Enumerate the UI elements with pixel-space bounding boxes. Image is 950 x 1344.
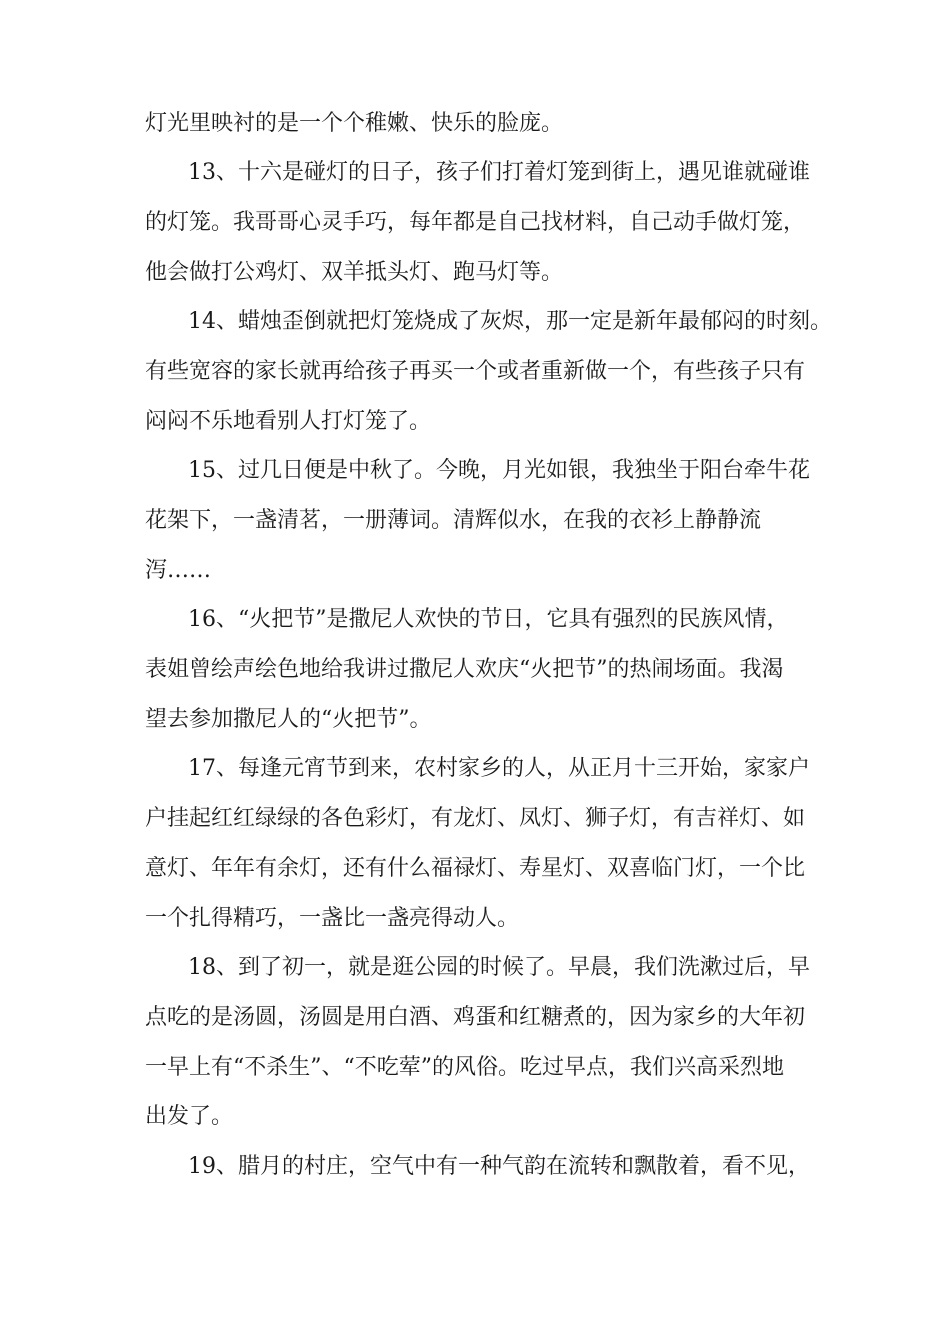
- text-line: 他会做打公鸡灯、双羊抵头灯、跑马灯等。: [145, 260, 564, 285]
- text-line: 一个扎得精巧，一盏比一盏亮得动人。: [145, 906, 520, 931]
- text-line: 意灯、年年有余灯，还有什么福禄灯、寿星灯、双喜临门灯，一个比: [145, 856, 806, 881]
- text-line: 灯光里映衬的是一个个稚嫩、快乐的脸庞。: [145, 111, 564, 136]
- text-line: 19、腊月的村庄，空气中有一种气韵在流转和飘散着，看不见，: [188, 1154, 810, 1179]
- text-line: 的灯笼。我哥哥心灵手巧，每年都是自己找材料，自己动手做灯笼，: [145, 210, 806, 235]
- text-line: 点吃的是汤圆，汤圆是用白酒、鸡蛋和红糖煮的，因为家乡的大年初: [145, 1005, 806, 1030]
- text-line: 17、每逢元宵节到来，农村家乡的人，从正月十三开始，家家户: [188, 756, 810, 781]
- text-line: 一早上有“不杀生”、“不吃荤”的风俗。吃过早点，我们兴高采烈地: [145, 1055, 784, 1080]
- text-line: 泻……: [145, 558, 212, 583]
- text-line: 表姐曾绘声绘色地给我讲过撒尼人欢庆“火把节”的热闹场面。我渴: [145, 657, 784, 682]
- text-line: 闷闷不乐地看别人打灯笼了。: [145, 409, 432, 434]
- text-line: 望去参加撒尼人的“火把节”。: [145, 707, 432, 732]
- text-line: 花架下，一盏清茗，一册薄词。清辉似水，在我的衣衫上静静流: [145, 508, 762, 533]
- text-line: 户挂起红红绿绿的各色彩灯，有龙灯、凤灯、狮子灯，有吉祥灯、如: [145, 806, 806, 831]
- text-line: 18、到了初一，就是逛公园的时候了。早晨，我们洗漱过后，早: [188, 955, 810, 980]
- text-line: 16、“火把节”是撒尼人欢快的节日，它具有强烈的民族风情，: [188, 607, 789, 632]
- text-line: 有些宽容的家长就再给孩子再买一个或者重新做一个，有些孩子只有: [145, 359, 806, 384]
- text-line: 14、蜡烛歪倒就把灯笼烧成了灰烬，那一定是新年最郁闷的时刻。: [188, 309, 832, 334]
- text-line: 15、过几日便是中秋了。今晚，月光如银，我独坐于阳台牵牛花: [188, 458, 810, 483]
- text-line: 出发了。: [145, 1104, 234, 1129]
- text-line: 13、十六是碰灯的日子，孩子们打着灯笼到街上，遇见谁就碰谁: [188, 160, 810, 185]
